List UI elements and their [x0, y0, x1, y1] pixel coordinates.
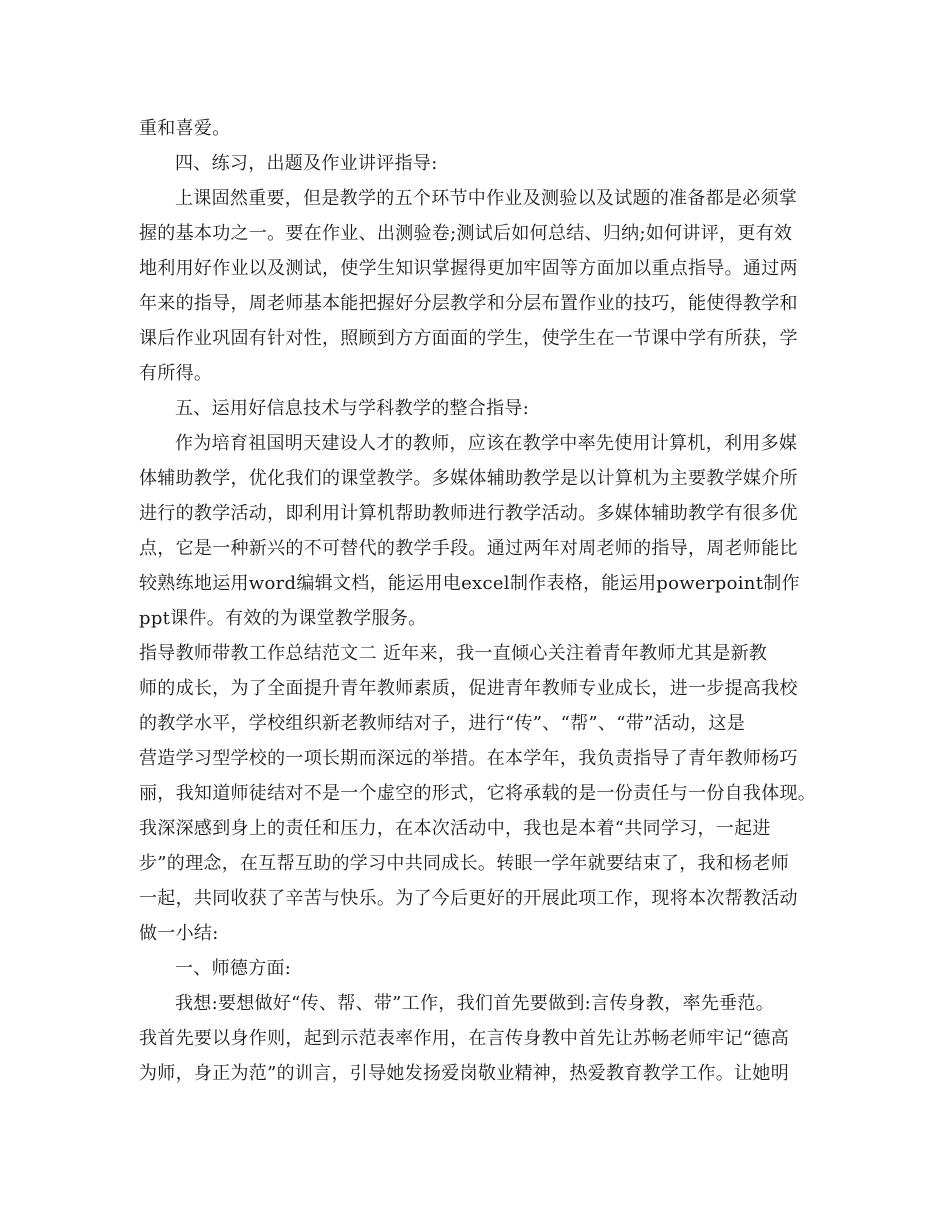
text-line: 师的成长，为了全面提升青年教师素质，促进青年教师专业成长，进一步提高我校 [139, 678, 798, 699]
text-line: 一起，共同收获了辛苦与快乐。为了今后更好的开展此项工作，现将本次帮教活动 [139, 888, 798, 909]
text-line: 点，它是一种新兴的不可替代的教学手段。通过两年对周老师的指导，周老师能比 [139, 538, 798, 559]
text-line: 体辅助教学，优化我们的课堂教学。多媒体辅助教学是以计算机为主要教学媒介所 [139, 468, 798, 489]
text-line: 课后作业巩固有针对性，照顾到方方面面的学生，使学生在一节课中学有所获，学 [139, 328, 798, 349]
text-line: 握的基本功之一。要在作业、出测验卷;测试后如何总结、归纳;如何讲评，更有效 [139, 223, 793, 244]
section-heading: 五、运用好信息技术与学科教学的整合指导: [175, 398, 530, 419]
text-line: 作为培育祖国明天建设人才的教师，应该在教学中率先使用计算机，利用多媒 [175, 433, 798, 454]
section-heading: 四、练习，出题及作业讲评指导: [175, 153, 438, 174]
text-line: 营造学习型学校的一项长期而深远的举措。在本学年，我负责指导了青年教师杨巧 [139, 748, 798, 769]
text-line: 我深深感到身上的责任和压力，在本次活动中，我也是本着“共同学习，一起进 [139, 818, 771, 839]
text-line: 为师，身正为范”的训言，引导她发扬爱岗敬业精神，热爱教育教学工作。让她明 [139, 1063, 789, 1084]
text-line: 有所得。 [139, 363, 213, 384]
section-title-line: 指导教师带教工作总结范文二 近年来，我一直倾心关注着青年教师尤其是新教 [139, 643, 768, 664]
text-line: 的教学水平，学校组织新老教师结对子，进行“传”、“帮”、“带”活动，这是 [139, 713, 746, 734]
text-line: 做一小结: [139, 923, 219, 944]
text-line: 地利用好作业以及测试，使学生知识掌握得更加牢固等方面加以重点指导。通过两 [139, 258, 798, 279]
text-line: 年来的指导，周老师基本能把握好分层教学和分层布置作业的技巧，能使得教学和 [139, 293, 798, 314]
section-heading: 一、师德方面: [175, 958, 292, 979]
text-line: 重和喜爱。 [139, 118, 231, 139]
text-line: 进行的教学活动，即利用计算机帮助教师进行教学活动。多媒体辅助教学有很多优 [139, 503, 798, 524]
text-line: 步”的理念，在互帮互助的学习中共同成长。转眼一学年就要结束了，我和杨老师 [139, 853, 789, 874]
text-line: 我想:要想做好“传、帮、带”工作，我们首先要做到:言传身教，率先垂范。 [175, 993, 775, 1014]
text-line: 我首先要以身作则，起到示范表率作用，在言传身教中首先让苏畅老师牢记“德高 [139, 1028, 789, 1049]
text-line: 较熟练地运用word编辑文档，能运用电excel制作表格，能运用powerpoint制作 [139, 573, 800, 594]
text-line: ppt课件。有效的为课堂教学服务。 [139, 608, 427, 629]
text-line: 上课固然重要，但是教学的五个环节中作业及测验以及试题的准备都是必须掌 [175, 188, 798, 209]
text-line: 丽，我知道师徒结对不是一个虚空的形式，它将承载的是一份责任与一份自我体现。 [139, 783, 817, 804]
